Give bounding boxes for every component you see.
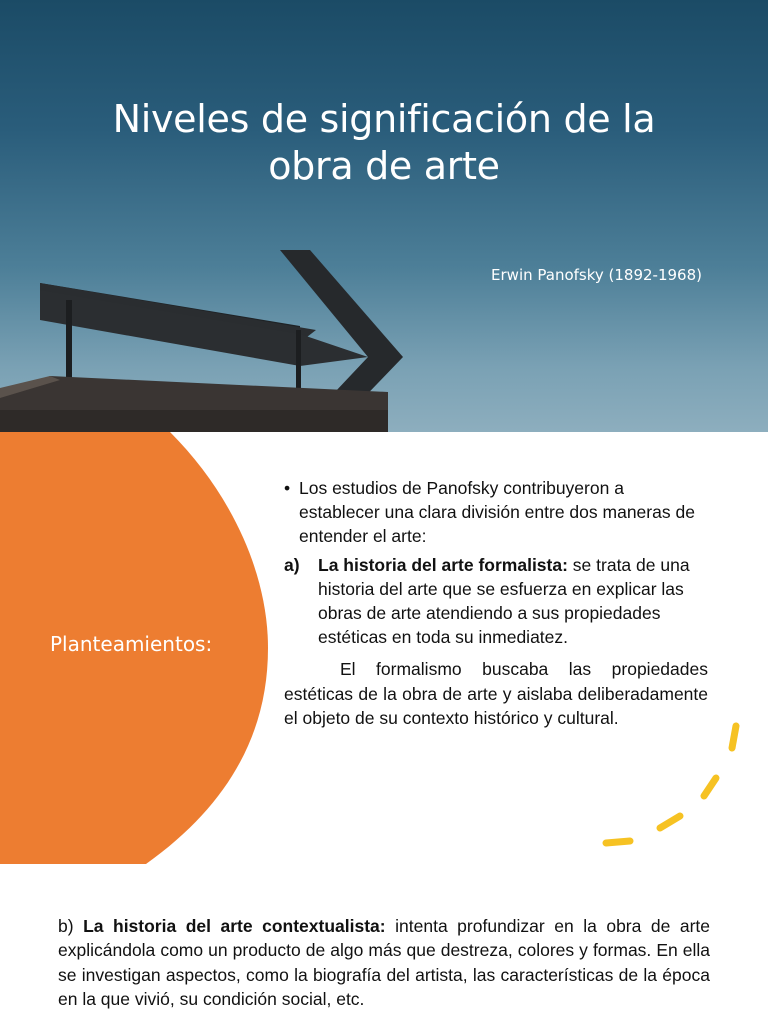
list-item-definition: se trata de una historia del arte que se esfuerza en explicar las obras de arte atendiendo a sus propiedades estéticas en toda su inmediatez. bbox=[318, 554, 690, 648]
list-item-text bbox=[318, 553, 708, 650]
bullet-point bbox=[284, 476, 708, 549]
list-item-definition: intenta profundizar en la obra de arte explicándola como un producto de algo más que destreza, colores y formas. En ella se investigan aspectos, como la biografía del artista, las características de la época en la que vivió, su condición social, etc. bbox=[58, 916, 710, 1009]
title-slide bbox=[0, 0, 768, 432]
bullet-text: Los estudios de Panofsky contribuyeron a establecer una clara división entre dos maneras de entender el arte: bbox=[299, 478, 695, 547]
slide-body bbox=[284, 476, 708, 730]
list-item-term: La historia del arte contextualista: bbox=[83, 916, 386, 936]
rooftop bbox=[0, 376, 388, 432]
paragraph: El formalismo buscaba las propiedades estéticas de la obra de arte y aislaba deliberadamente el objeto de su contexto histórico y cultural. bbox=[284, 659, 708, 728]
list-item-a bbox=[284, 553, 708, 650]
arrow-sign-photo bbox=[0, 0, 768, 432]
list-marker: a) bbox=[284, 554, 300, 575]
list-marker: b) bbox=[58, 916, 84, 936]
bullet-icon: • bbox=[284, 478, 291, 498]
decorative-dashed-arc bbox=[590, 712, 750, 852]
content-slide-continued bbox=[0, 864, 768, 1024]
list-item-term: La historia del arte formalista: bbox=[318, 554, 568, 575]
section-heading: Planteamientos: bbox=[50, 632, 213, 656]
slide-subtitle: Erwin Panofsky (1892-1968) bbox=[491, 266, 702, 284]
slide-title: Niveles de significación de la obra de arte bbox=[112, 97, 656, 188]
content-slide bbox=[0, 432, 768, 864]
slide-body bbox=[58, 914, 710, 1011]
